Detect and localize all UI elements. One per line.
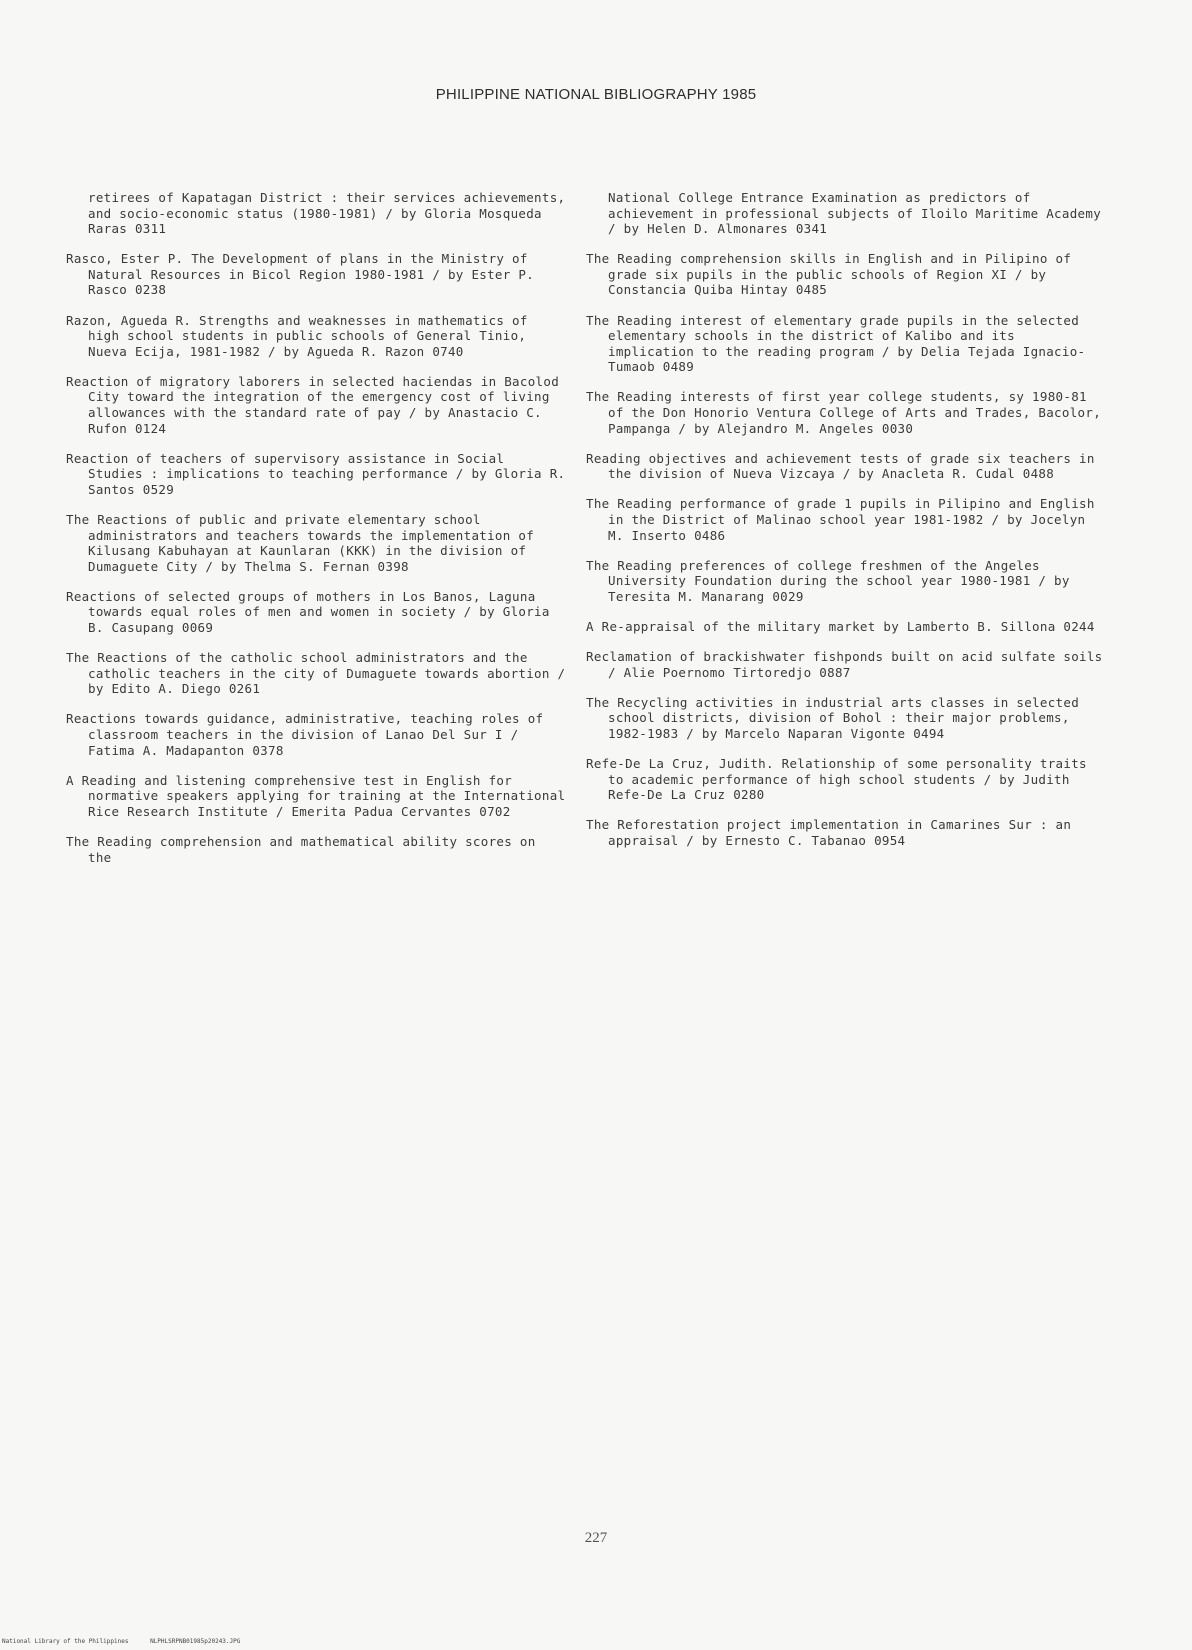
bib-entry: Reading objectives and achievement tests of grade six teachers in the division of Nueva Vizcaya / by Anacleta R. Cudal 0488	[586, 450, 1095, 482]
page-number: 227	[584, 1530, 608, 1546]
right-column	[586, 190, 1106, 863]
bib-entry: Reaction of migratory laborers in selected haciendas in Bacolod City toward the integration of the emergency cost of living allowances with the standard rate of pay / by Anastacio C. Rufon 0124	[66, 373, 560, 436]
bib-entry: Rasco, Ester P. The Development of plans in the Ministry of Natural Resources in Bicol Region 1980-1981 / by Ester P. Rasco 0238	[66, 251, 535, 298]
bib-entry: The Reading performance of grade 1 pupils in Pilipino and English in the District of Malinao school year 1981-1982 / by Jocelyn M. Inserto 0486	[586, 496, 1095, 543]
footer-library: National Library of the Philippines	[2, 1638, 129, 1645]
bib-entry: The Reading comprehension skills in English and in Pilipino of grade six pupils in the public schools of Region XI / by Constancia Quiba Hintay 0485	[586, 251, 1072, 298]
bib-entry: The Reading preferences of college freshmen of the Angeles University Foundation during the school year 1980-1981 / by Teresita M. Manarang 0029	[586, 557, 1070, 604]
bib-entry: Reclamation of brackishwater fishponds built on acid sulfate soils / Alie Poernomo Tirtoredjo 0887	[586, 649, 1103, 680]
bib-entry: The Reading interest of elementary grade pupils in the selected elementary schools in the district of Kalibo and its implication to the reading program / by Delia Tejada Ignacio-Tumaob 0489	[586, 312, 1086, 375]
bib-entry: Refe-De La Cruz, Judith. Relationship of some personality traits to academic performance of high school students / by Judith Refe-De La Cruz 0280	[586, 756, 1087, 803]
bib-entry: Reactions towards guidance, administrative, teaching roles of classroom teachers in the division of Lanao Del Sur I / Fatima A. Madapanton 0378	[66, 711, 544, 758]
bib-entry: Reactions of selected groups of mothers in Los Banos, Laguna towards equal roles of men and women in society / by Gloria B. Casupang 0069	[66, 588, 550, 636]
scan-footer	[2, 1638, 258, 1645]
bib-entry: Reaction of teachers of supervisory assistance in Social Studies : implications to teaching performance / by Gloria R. Santos 0529	[66, 450, 566, 497]
bib-entry: The Reading comprehension and mathematical ability scores on the	[66, 834, 536, 865]
bib-entry: The Reforestation project implementation in Camarines Sur : an appraisal / by Ernesto C. Tabanao 0954	[586, 817, 1072, 848]
page-header: PHILIPPINE NATIONAL BIBLIOGRAPHY 1985	[435, 86, 757, 103]
left-column	[66, 190, 566, 880]
bib-entry: retirees of Kapatagan District : their services achievements, and socio-economic status (1980-1981) / by Gloria Mosqueda Raras 0311	[88, 190, 566, 237]
bib-entry: A Reading and listening comprehensive test in English for normative speakers applying for training at the International Rice Research Institute / Emerita Padua Cervantes 0702	[66, 772, 566, 819]
bib-entry: The Recycling activities in industrial arts classes in selected school districts, division of Bohol : their major problems, 1982-1983 / by Marcelo Naparan Vigonte 0494	[586, 694, 1080, 741]
bib-entry: The Reactions of public and private elementary school administrators and teachers towards the implementation of Kilusang Kabuhayan at Kaunlaran (KKK) in the division of Dumaguete City / by Thelma S. Fernan 0398	[66, 512, 535, 574]
bib-entry-continuation: National College Entrance Examination as predictors of achievement in professional subjects of Iloilo Maritime Academy / by Helen D. Almonares 0341	[608, 190, 1102, 237]
bib-entry: The Reading interests of first year college students, sy 1980-81 of the Don Honorio Ventura College of Arts and Trades, Bacolor, Pampanga / by Alejandro M. Angeles 0030	[586, 389, 1102, 436]
bib-entry: A Re-appraisal of the military market by Lamberto B. Sillona 0244	[586, 618, 1095, 634]
bib-entry: Razon, Agueda R. Strengths and weaknesses in mathematics of high school students in public schools of General Tinio, Nueva Ecija, 1981-1982 / by Agueda R. Razon 0740	[66, 312, 528, 359]
footer-file-id: NLPHLSRPNB01985p20243.JPG	[150, 1638, 241, 1645]
bib-entry: The Reactions of the catholic school administrators and the catholic teachers in the city of Dumaguete towards abortion / by Edito A. Diego 0261	[66, 650, 566, 697]
